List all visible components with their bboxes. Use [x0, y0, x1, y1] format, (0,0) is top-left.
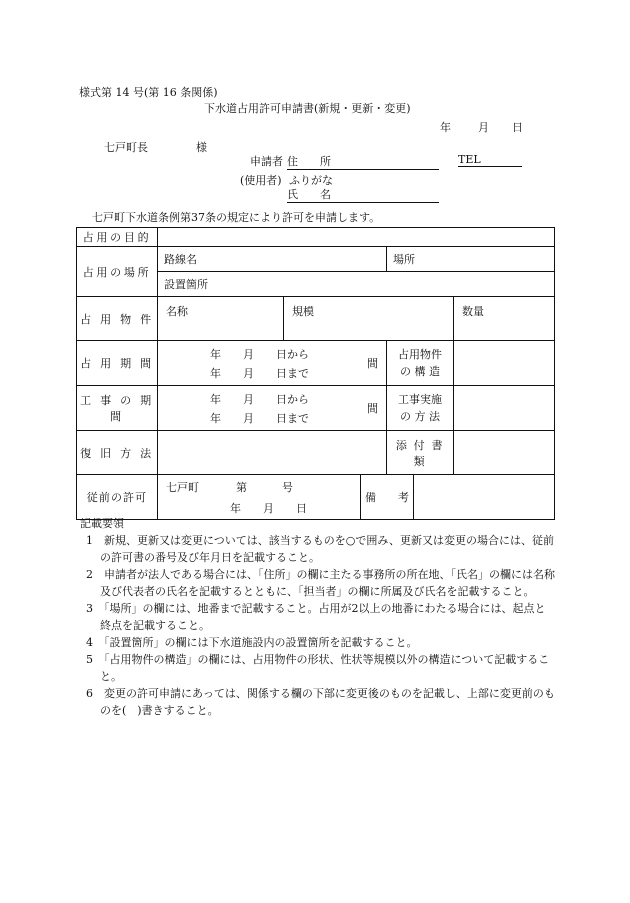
work-method-label-line2: の 方 法	[400, 410, 440, 423]
work-method-label	[387, 386, 454, 431]
application-statement: 七戸町下水道条例第37条の規定により許可を申請します。	[92, 211, 381, 224]
period-input[interactable]	[158, 341, 387, 386]
date-month: 月	[478, 121, 489, 134]
note-item: 6 変更の許可申請にあっては、関係する欄の下部に変更後のものを記載し、上部に変更前のものを( )書きすること。	[86, 687, 555, 717]
notes-heading: 記載要領	[80, 517, 124, 530]
place-label: 占用の場所	[77, 247, 158, 297]
tel-field[interactable]	[458, 153, 522, 167]
route-name-label: 路線名	[164, 253, 197, 266]
installation-input[interactable]	[158, 272, 555, 297]
attachments-label: 添 付 書 類	[387, 431, 454, 475]
object-label: 占 用 物 件	[77, 297, 158, 341]
remarks-label: 備 考	[361, 475, 414, 520]
work-period-label: 工 事 の 期 間	[77, 386, 158, 431]
structure-label	[387, 341, 454, 386]
prior-permit-label: 従前の許可	[77, 475, 158, 520]
honorific: 様	[196, 141, 207, 154]
structure-label-line1: 占用物件	[398, 348, 442, 361]
work-to: 年 月 日まで	[210, 412, 309, 425]
object-qty-input[interactable]	[454, 297, 555, 341]
installation-label: 設置箇所	[164, 278, 208, 291]
application-form-table	[76, 227, 555, 520]
structure-input[interactable]	[454, 341, 555, 386]
note-item: 5 「占用物件の構造」の欄には、占用物件の形状、性状等規模以外の構造について記載すること。	[86, 653, 550, 683]
addressee: 七戸町長	[104, 141, 148, 154]
period-from: 年 月 日から	[210, 348, 309, 361]
object-scale-label: 規模	[292, 305, 314, 318]
note-item: 4 「設置箇所」の欄には下水道施設内の設置箇所を記載すること。	[86, 636, 418, 649]
work-from: 年 月 日から	[210, 393, 309, 406]
name-field[interactable]	[287, 186, 439, 203]
purpose-input[interactable]	[158, 228, 555, 247]
notes-section	[76, 515, 556, 719]
period-unit: 間	[367, 357, 378, 370]
form-number: 様式第 14 号(第 16 条関係)	[79, 86, 218, 99]
route-name-input[interactable]	[158, 247, 387, 272]
remarks-input[interactable]	[414, 475, 555, 520]
date-day: 日	[512, 121, 523, 134]
work-method-input[interactable]	[454, 386, 555, 431]
object-name-label: 名称	[166, 305, 188, 318]
restoration-input[interactable]	[158, 431, 387, 475]
period-to: 年 月 日まで	[210, 367, 309, 380]
location-input[interactable]	[387, 247, 555, 272]
note-item: 2 申請者が法人である場合には、「住所」の欄に主たる事務所の所在地、「氏名」の欄には名称及び代表者の氏名を記載するとともに、「担当者」の欄に所属及び氏名を記載すること。	[86, 568, 555, 598]
furigana-label: ふりがな	[289, 174, 333, 187]
period-label: 占 用 期 間	[77, 341, 158, 386]
applicant-label: 申請者	[250, 155, 283, 168]
prior-date: 年 月 日	[230, 502, 307, 515]
prior-no-prefix: 第	[236, 481, 247, 494]
prior-permit-input[interactable]	[158, 475, 361, 520]
purpose-label: 占用の目的	[77, 228, 158, 247]
work-period-input[interactable]	[158, 386, 387, 431]
prior-no-suffix: 号	[282, 481, 293, 494]
tel-label: TEL	[458, 153, 481, 166]
work-unit: 間	[367, 402, 378, 415]
date-year: 年	[440, 121, 451, 134]
page-title: 下水道占用許可申請書(新規・更新・変更)	[204, 102, 411, 115]
object-qty-label: 数量	[462, 305, 484, 318]
object-scale-input[interactable]	[284, 297, 454, 341]
prior-town: 七戸町	[166, 481, 199, 494]
work-method-label-line1: 工事実施	[398, 393, 442, 406]
object-name-input[interactable]	[158, 297, 284, 341]
address-label: 住 所	[287, 155, 331, 168]
user-label: (使用者)	[240, 174, 282, 187]
note-item: 3 「場所」の欄には、地番まで記載すること。占用が2以上の地番にわたる場合には、起点と終点を記載すること。	[86, 602, 546, 632]
attachments-input[interactable]	[454, 431, 555, 475]
address-field[interactable]	[287, 153, 439, 170]
name-label: 氏 名	[287, 188, 331, 201]
note-item: 1 新規、更新又は変更については、該当するものを○で囲み、更新又は変更の場合には、従前の許可書の番号及び年月日を記載すること。	[86, 534, 555, 564]
restoration-label: 復 旧 方 法	[77, 431, 158, 475]
structure-label-line2: の 構 造	[400, 365, 440, 378]
location-label: 場所	[393, 253, 415, 266]
